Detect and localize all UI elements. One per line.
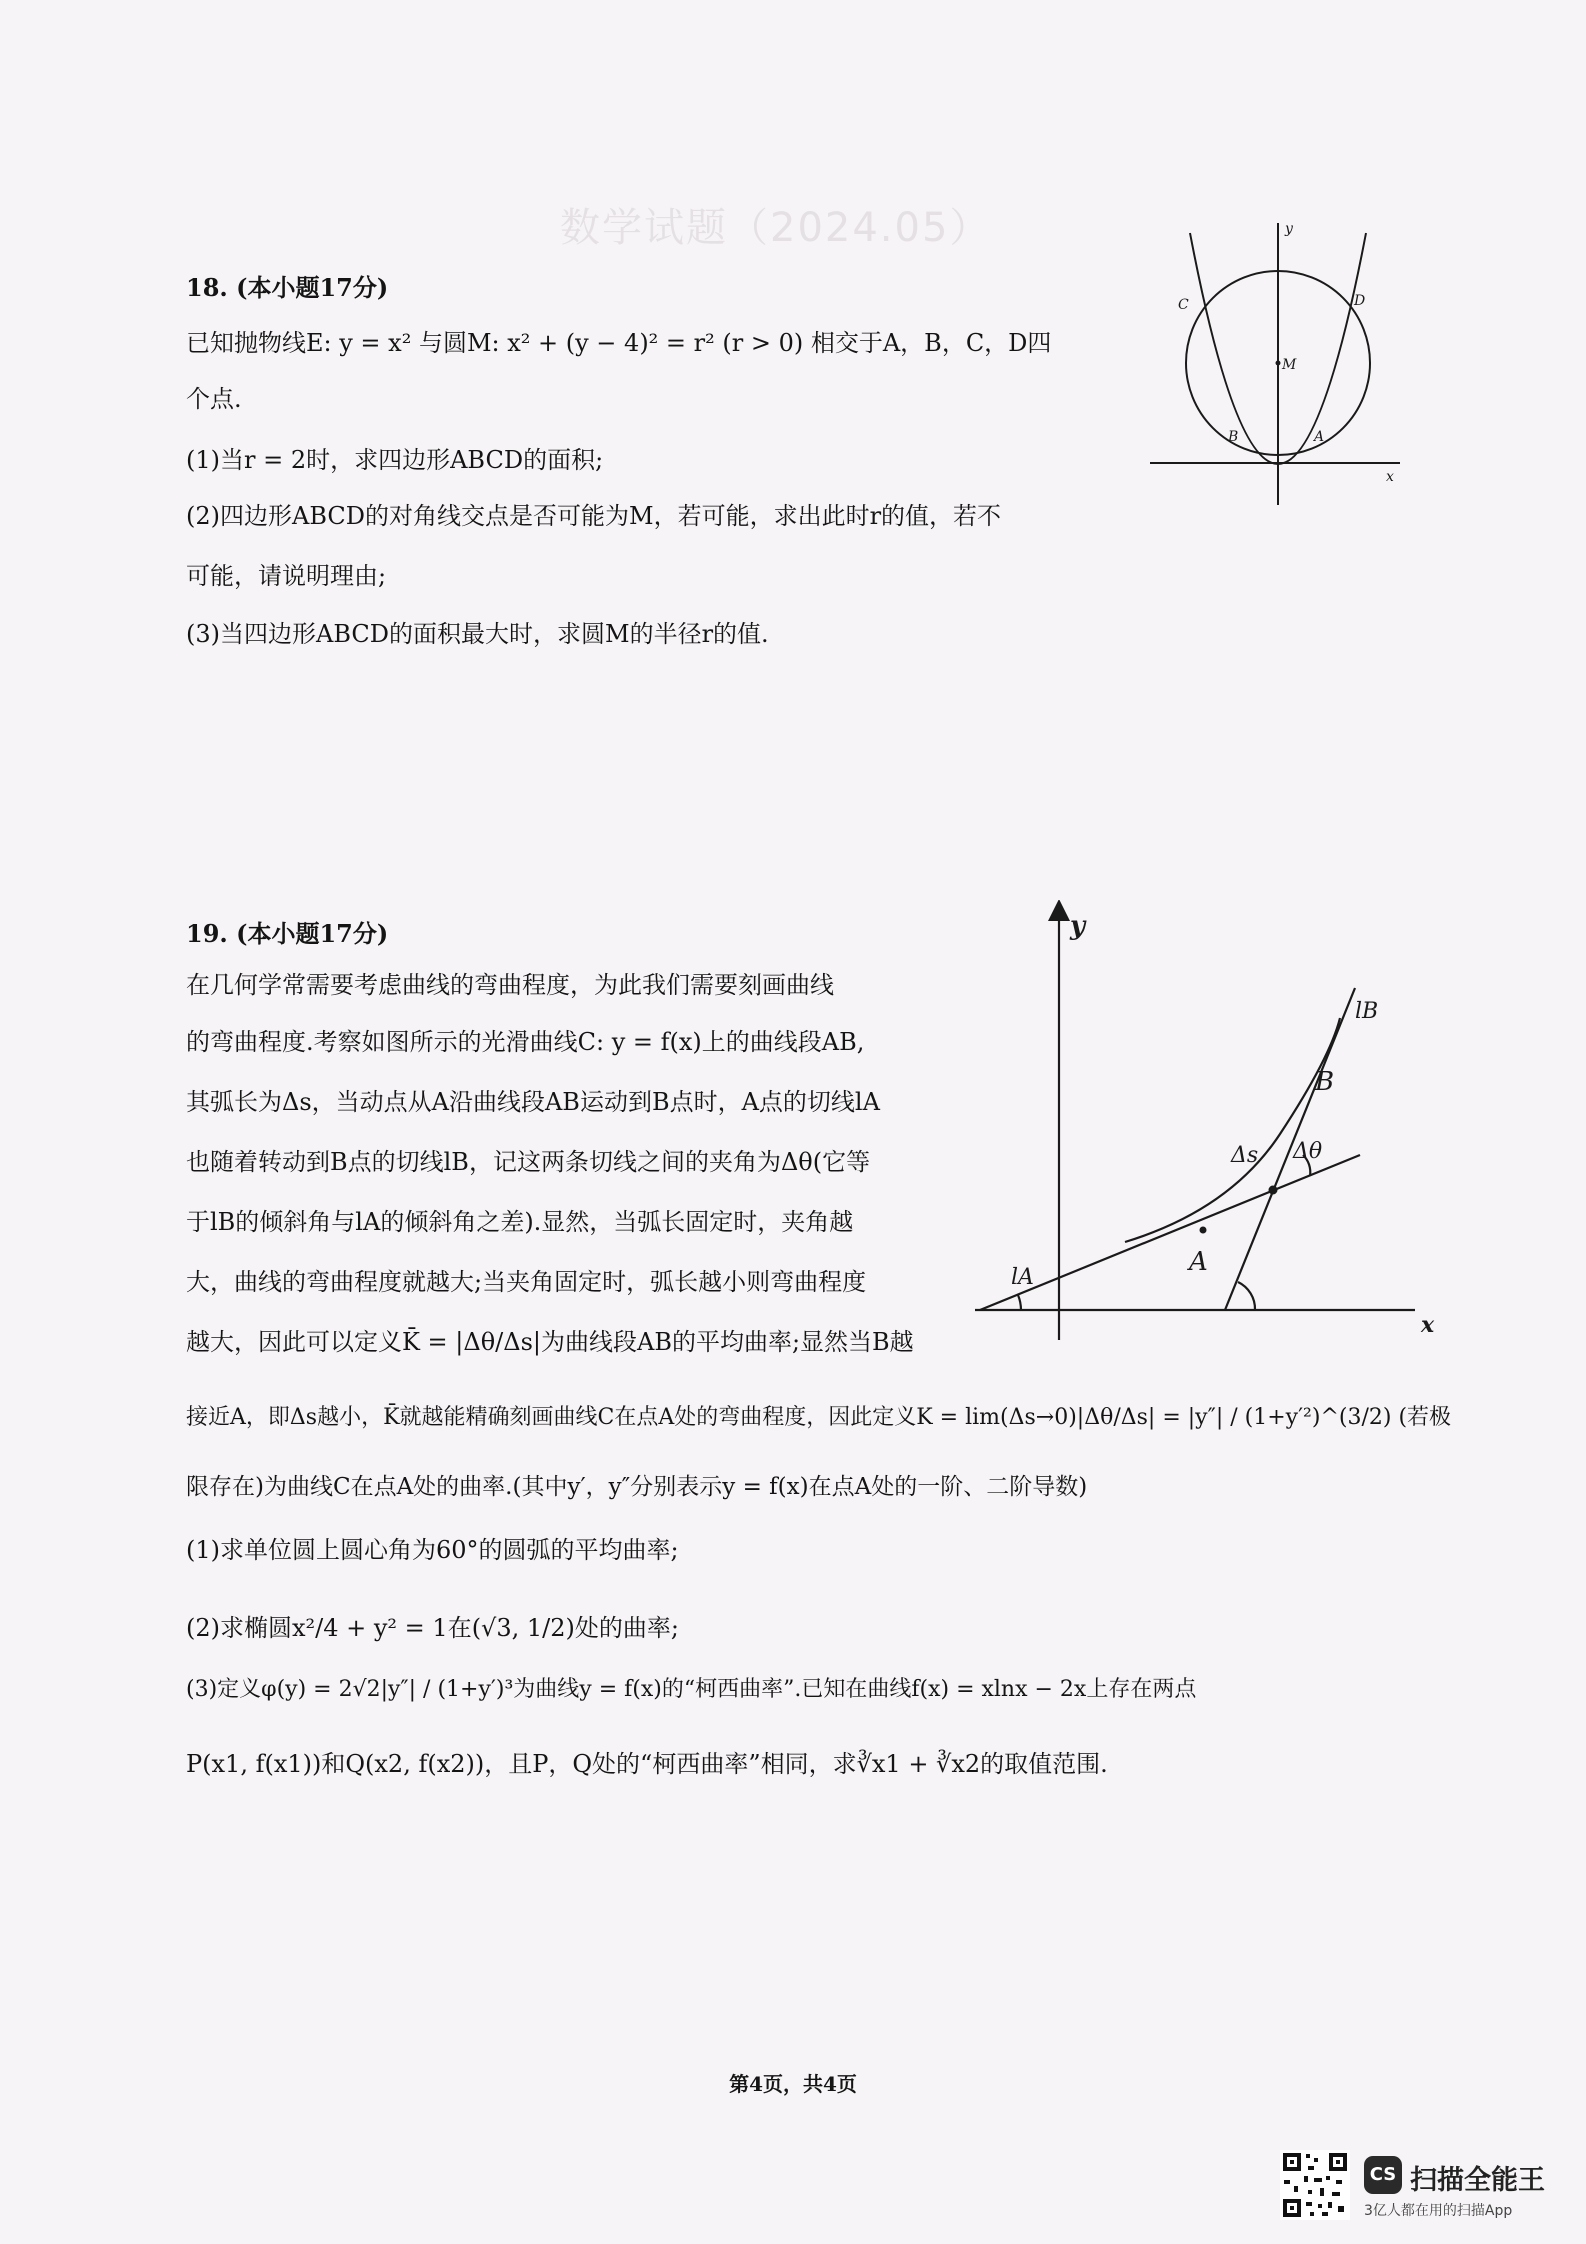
q18-line-3: (1)当r = 2时，求四边形ABCD的面积; xyxy=(186,446,604,474)
q18-line-5: 可能，请说明理由; xyxy=(186,562,387,590)
q18-label-b: B xyxy=(1228,429,1239,445)
scanner-watermark xyxy=(1280,2150,1570,2220)
q19-line-11: (2)求椭圆x²/4 + y² = 1在(√3, 1/2)处的曲率; xyxy=(186,1614,679,1642)
q18-point-m xyxy=(1276,361,1281,366)
q19-label-b: B xyxy=(1315,1067,1335,1097)
q19-label-a: A xyxy=(1189,1247,1208,1277)
qr-code-icon xyxy=(1280,2150,1350,2220)
q18-label-x: x xyxy=(1386,469,1394,485)
q18-line-2: 个点. xyxy=(186,385,242,413)
q18-label-c: C xyxy=(1178,297,1189,313)
q19-line-8: 接近A，即Δs越小，K̄就越能精确刻画曲线C在点A处的弯曲程度，因此定义K = lim(Δs→0)|Δθ/Δs| = |y″| / (1+y′²)^(3/2) (若极 xyxy=(186,1405,1452,1430)
q19-angle-arc-b xyxy=(1238,1282,1255,1310)
q19-line-1: 在几何学常需要考虑曲线的弯曲程度，为此我们需要刻画曲线 xyxy=(186,971,834,999)
brand-tagline: 3亿人都在用的扫描App xyxy=(1364,2203,1513,2219)
q19-line-12: (3)定义φ(y) = 2√2|y″| / (1+y′)³为曲线y = f(x)的“柯西曲率”.已知在曲线f(x) = xlnx − 2x上存在两点 xyxy=(186,1677,1197,1702)
q19-line-9: 限存在)为曲线C在点A处的曲率.(其中y′，y″分别表示y = f(x)在点A处的一阶、二阶导数) xyxy=(186,1474,1088,1500)
q19-figure xyxy=(975,900,1445,1350)
q19-label-x: x xyxy=(1421,1312,1435,1338)
q19-label-la: lA xyxy=(1011,1265,1034,1290)
q19-curve-c xyxy=(1125,1018,1340,1242)
q19-line-7: 越大，因此可以定义K̄ = |Δθ/Δs|为曲线段AB的平均曲率;显然当B越 xyxy=(186,1328,914,1356)
q19-label-lb: lB xyxy=(1355,999,1379,1024)
q19-line-5: 于lB的倾斜角与lA的倾斜角之差).显然，当弧长固定时，夹角越 xyxy=(186,1208,854,1236)
ghost-header: 数学试题（2024.05） xyxy=(560,205,992,251)
camscanner-logo-icon: CS xyxy=(1364,2156,1402,2194)
q18-figure xyxy=(1150,215,1410,510)
q19-tangent-la xyxy=(980,1155,1360,1310)
q18-line-6: (3)当四边形ABCD的面积最大时，求圆M的半径r的值. xyxy=(186,620,769,648)
q18-line-4: (2)四边形ABCD的对角线交点是否可能为M，若可能，求出此时r的值，若不 xyxy=(186,502,1002,530)
question-18-title: 18. (本小题17分) xyxy=(186,273,389,302)
q18-label-a: A xyxy=(1314,429,1325,445)
q18-line-1: 已知抛物线E: y = x² 与圆M: x² + (y − 4)² = r² (r > 0) 相交于A，B，C，D四 xyxy=(186,329,1052,357)
q19-line-2: 的弯曲程度.考察如图所示的光滑曲线C: y = f(x)上的曲线段AB, xyxy=(186,1028,865,1056)
q18-label-m: M xyxy=(1282,357,1297,373)
q19-point-a xyxy=(1200,1227,1207,1234)
q18-label-d: D xyxy=(1354,293,1366,309)
question-19-title: 19. (本小题17分) xyxy=(186,919,389,948)
q19-line-13: P(x1, f(x1))和Q(x2, f(x2))，且P，Q处的“柯西曲率”相同，求∛x1 + ∛x2的取值范围. xyxy=(186,1750,1108,1778)
q19-label-ds: Δs xyxy=(1231,1143,1259,1168)
page-footer: 第4页，共4页 xyxy=(729,2072,857,2096)
q18-label-y: y xyxy=(1285,221,1293,237)
q19-line-4: 也随着转动到B点的切线lB，记这两条切线之间的夹角为Δθ(它等 xyxy=(186,1148,871,1176)
q19-line-3: 其弧长为Δs，当动点从A沿曲线段AB运动到B点时，A点的切线lA xyxy=(186,1088,880,1116)
q19-label-y: y xyxy=(1070,911,1086,941)
q19-point-intersection xyxy=(1269,1186,1278,1195)
q19-label-dtheta: Δθ xyxy=(1293,1139,1323,1164)
q19-line-10: (1)求单位圆上圆心角为60°的圆弧的平均曲率; xyxy=(186,1536,679,1564)
q19-line-6: 大，曲线的弯曲程度就越大;当夹角固定时，弧长越小则弯曲程度 xyxy=(186,1268,867,1296)
brand-name: 扫描全能王 xyxy=(1410,2165,1545,2196)
q19-angle-arc-a xyxy=(1018,1295,1021,1310)
